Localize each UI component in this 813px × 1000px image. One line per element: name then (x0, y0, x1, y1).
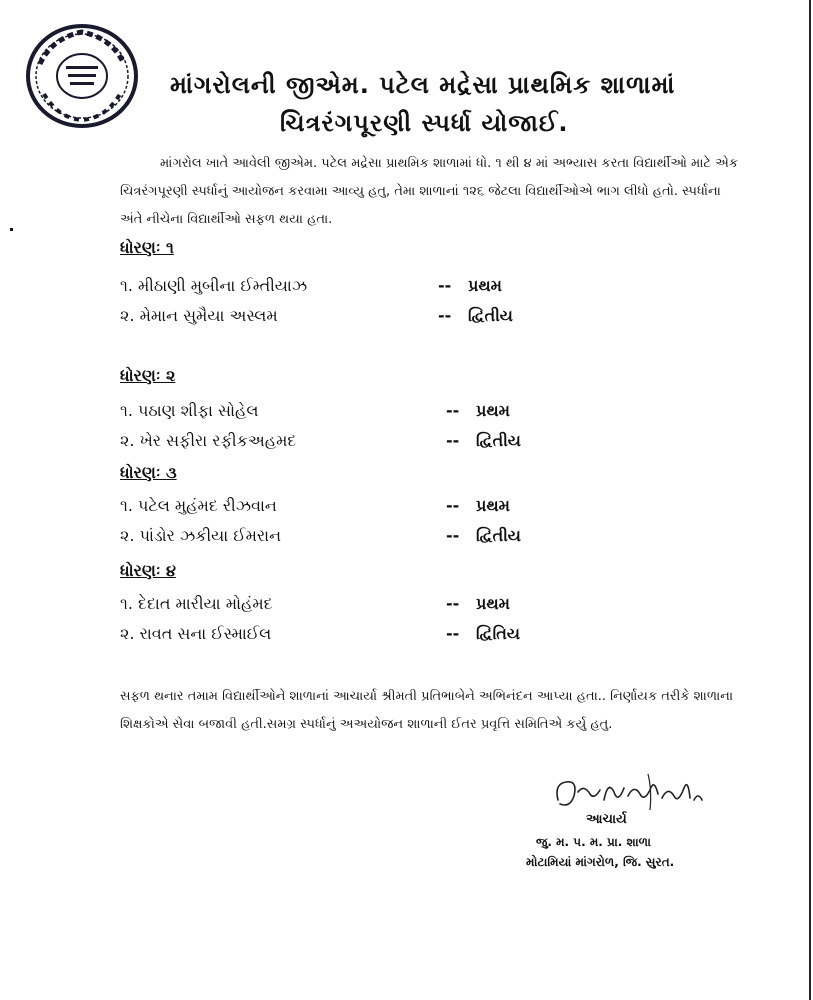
headline-line-2: ચિત્રરંગપૂરણી સ્પર્ધા યોજાઈ. (280, 109, 569, 137)
winner-name: ૧. પઠાણ શીફા સોહેલ (120, 401, 259, 420)
headline-line-1: માંગરોલની જીએમ. પટેલ મદ્રેસા પ્રાથમિક શાળામાં (170, 71, 676, 99)
separator-dash: -- (446, 624, 460, 643)
winner-entry (120, 594, 540, 620)
signatory-role: આચાર્ય (586, 812, 627, 827)
winner-rank: પ્રથમ (468, 276, 502, 295)
closing-paragraph: સફળ થનાર તમામ વિદ્યાર્થીઓને શાળાનાં આચાર્યા શ્રીમતી પ્રતિભાબેને અભિનંદન આપ્યા હતા.. નિર્ણાયક તરીકે શાળાના શિક્ષકોએ સેવા બજાવી હતી.સમગ્ર સ્પર્ધાનું અઅયોજન શાળાની ઈતર પ્રવૃત્તિ સમિતિએ કર્યુ હતુ. (120, 689, 734, 732)
winner-name: ૧. દેદાત મારીયા મોહંમદ (120, 594, 273, 613)
winner-rank: દ્વિતિય (476, 624, 520, 643)
winner-rank: દ્વિતીય (468, 306, 513, 325)
signatory-org (526, 832, 674, 872)
section-heading-std-4: ધોરણઃ ૪ (120, 561, 176, 580)
separator-dash: -- (446, 526, 460, 545)
separator-dash: -- (446, 594, 460, 613)
winner-name: ૨. પાંડોર ઝકીયા ઈમરાન (120, 526, 282, 545)
winner-entry (120, 401, 540, 427)
winner-entry (120, 276, 540, 302)
signatory-org-line-2: મોટામિયાં માંગરોળ, જિ. સુરત. (526, 855, 675, 869)
winner-rank: પ્રથમ (476, 496, 510, 515)
scan-speck (10, 228, 13, 231)
winner-name: ૨. ખેર સફીરા રફીકઅહમદ (120, 431, 297, 450)
separator-dash: -- (446, 431, 460, 450)
winner-name: ૧. પટેલ મુહંમદ રીઝવાન (120, 496, 277, 515)
section-heading-std-1: ધોરણઃ ૧ (120, 238, 174, 257)
winner-rank: પ્રથમ (476, 594, 510, 613)
winner-entry (120, 496, 540, 522)
winner-entry (120, 306, 540, 332)
winner-name: ૨. રાવત સના ઈસ્માઈલ (120, 624, 272, 643)
separator-dash: -- (438, 276, 452, 295)
section-heading-std-2: ધોરણઃ ૨ (120, 366, 176, 385)
winner-rank: દ્વિતીય (476, 526, 521, 545)
winner-entry (120, 624, 540, 650)
handwritten-signature (548, 770, 708, 818)
school-stamp (22, 20, 142, 132)
winner-entry (120, 526, 540, 552)
section-heading-std-3: ધોરણઃ ૩ (120, 463, 177, 482)
separator-dash: -- (438, 306, 452, 325)
signatory-org-line-1: જુ. મ. પ. મ. પ્રા. શાળા (536, 835, 651, 849)
winner-name: ૨. મેમાન સુમૈયા અસ્લમ (120, 306, 278, 325)
winner-entry (120, 431, 540, 457)
winner-name: ૧. મીઠાણી મુબીના ઈમ્તીયાઝ (120, 276, 308, 295)
separator-dash: -- (446, 496, 460, 515)
winner-rank: પ્રથમ (476, 401, 510, 420)
separator-dash: -- (446, 401, 460, 420)
intro-paragraph: માંગરોલ ખાતે આવેલી જીએમ. પટેલ મદ્રેસા પ્રાથમિક શાળામાં ધો. ૧ થી ૪ માં અભ્યાસ કરતા વિદ્યાર્થીઓ માટે એક ચિત્રરંગપૂરણી સ્પર્ધાનું આયોજન કરવામા આવ્યુ હતુ, તેમા શાળાનાં ૧૨૬ જેટલા વિદ્યાર્થીઓએ ભાગ લીધો હતો. સ્પર્ધાના અંતે નીચેના વિદ્યાર્થીઓ સફળ થયા હતા. (120, 156, 739, 227)
winner-rank: દ્વિતીય (476, 431, 521, 450)
page-edge-line (809, 0, 811, 1000)
headline (170, 66, 730, 142)
